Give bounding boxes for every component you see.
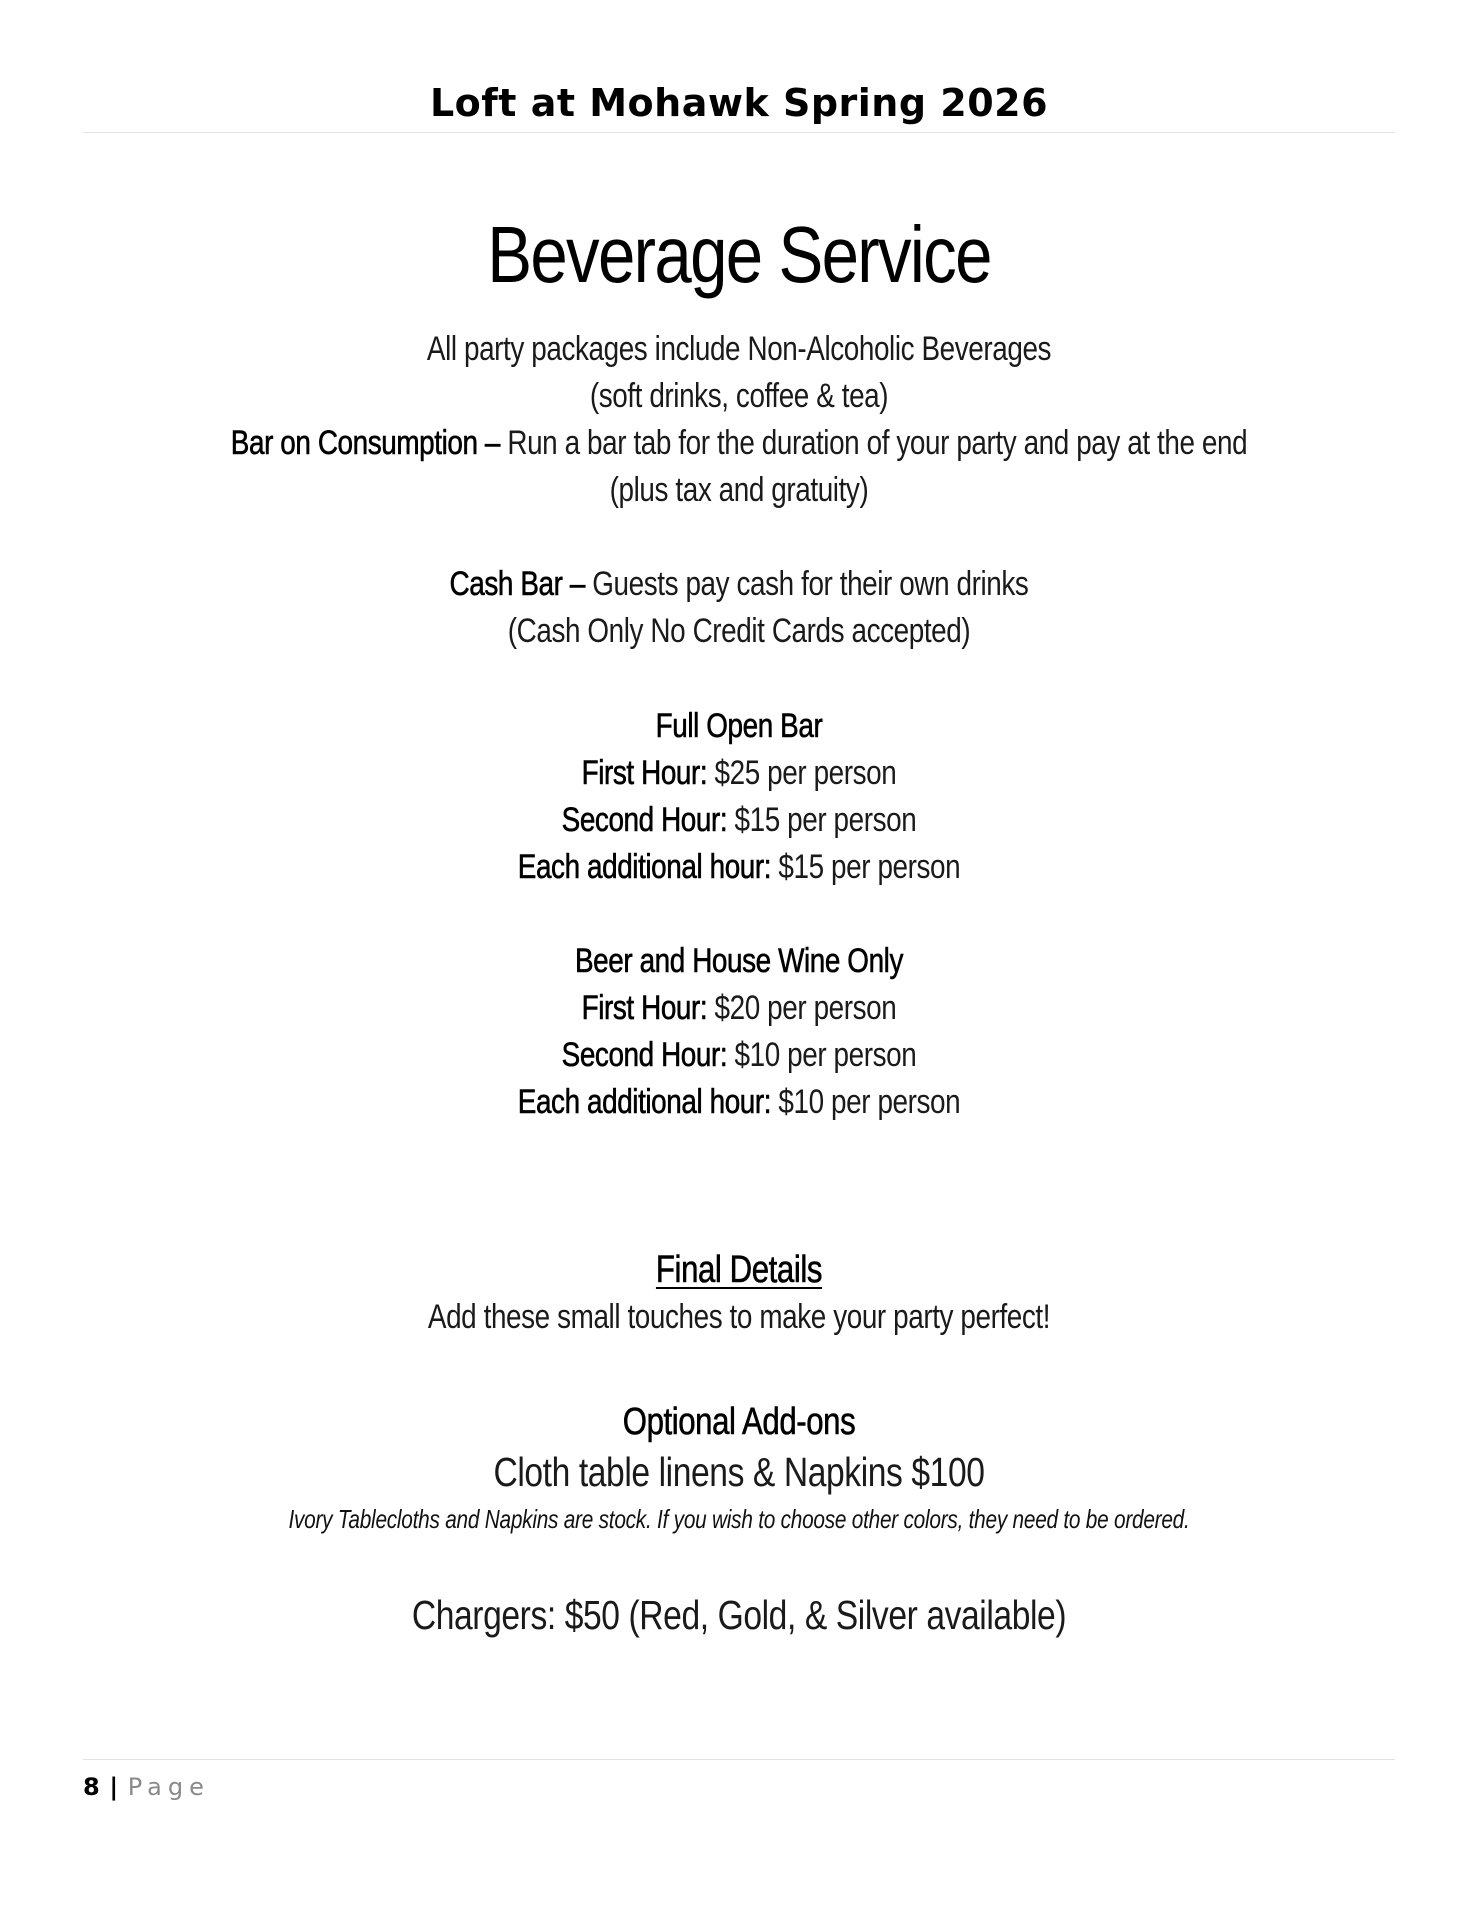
chargers-section	[201, 1590, 1277, 1640]
price-row-value: $25 per person	[707, 754, 897, 792]
price-row-value: $20 per person	[707, 989, 897, 1027]
page-separator: |	[109, 1773, 119, 1801]
price-row	[201, 797, 1277, 844]
bar-on-consumption-line	[201, 420, 1277, 467]
price-row-value: $10 per person	[727, 1036, 917, 1074]
chargers-addon: Chargers: $50 (Red, Gold, & Silver available)	[411, 1592, 1067, 1638]
price-row-value: $15 per person	[771, 848, 961, 886]
header-title: Loft at Mohawk Spring 2026	[429, 81, 1049, 125]
page-word: Page	[127, 1773, 210, 1801]
price-row	[201, 1079, 1277, 1126]
full-open-bar-section	[201, 703, 1277, 891]
final-details-title: Final Details	[655, 1249, 823, 1291]
addons-title: Optional Add-ons	[622, 1401, 856, 1443]
page-number: 8	[83, 1773, 100, 1801]
linens-note	[214, 1501, 1264, 1537]
linens-addon: Cloth table linens & Napkins $100	[493, 1449, 985, 1495]
price-row	[201, 985, 1277, 1032]
price-row	[201, 1032, 1277, 1079]
beer-wine-title: Beer and House Wine Only	[575, 942, 903, 980]
price-row-value: $15 per person	[727, 801, 917, 839]
beer-wine-section	[201, 938, 1277, 1126]
cash-bar-label: Cash Bar –	[449, 565, 585, 603]
cash-bar-text: Guests pay cash for their own drinks	[584, 565, 1029, 603]
price-row-label: Second Hour:	[561, 1036, 728, 1074]
bar-on-consumption-label: Bar on Consumption –	[230, 424, 501, 462]
intro-note: (soft drinks, coffee & tea)	[589, 377, 889, 415]
price-row-label: First Hour:	[581, 989, 708, 1027]
page-title: Beverage Service	[487, 210, 991, 299]
page-footer	[83, 1759, 1395, 1802]
cash-bar-line	[201, 561, 1277, 608]
price-row	[201, 844, 1277, 891]
cash-bar-note: (Cash Only No Credit Cards accepted)	[507, 612, 971, 650]
bar-on-consumption-text: Run a bar tab for the duration of your party and pay at the end	[500, 424, 1248, 462]
full-open-bar-title: Full Open Bar	[655, 707, 823, 745]
price-row-label: First Hour:	[581, 754, 708, 792]
final-details-subtitle: Add these small touches to make your party perfect!	[427, 1298, 1051, 1336]
final-details-section	[201, 1246, 1277, 1341]
price-row-value: $10 per person	[771, 1083, 961, 1121]
price-row-label: Second Hour:	[561, 801, 728, 839]
linens-note-text: Ivory Tablecloths and Napkins are stock. If you wish to choose other colors, they need to be ordered.	[288, 1504, 1190, 1534]
cash-bar-section	[201, 561, 1277, 655]
addons-section	[201, 1397, 1277, 1497]
bar-on-consumption-section	[201, 420, 1277, 514]
intro-line: All party packages include Non-Alcoholic Beverages	[426, 330, 1052, 368]
price-row-label: Each additional hour:	[517, 1083, 772, 1121]
price-row	[201, 750, 1277, 797]
bar-on-consumption-note: (plus tax and gratuity)	[609, 471, 869, 509]
price-row-label: Each additional hour:	[517, 848, 772, 886]
intro-section	[201, 326, 1277, 420]
page-header	[83, 78, 1395, 133]
